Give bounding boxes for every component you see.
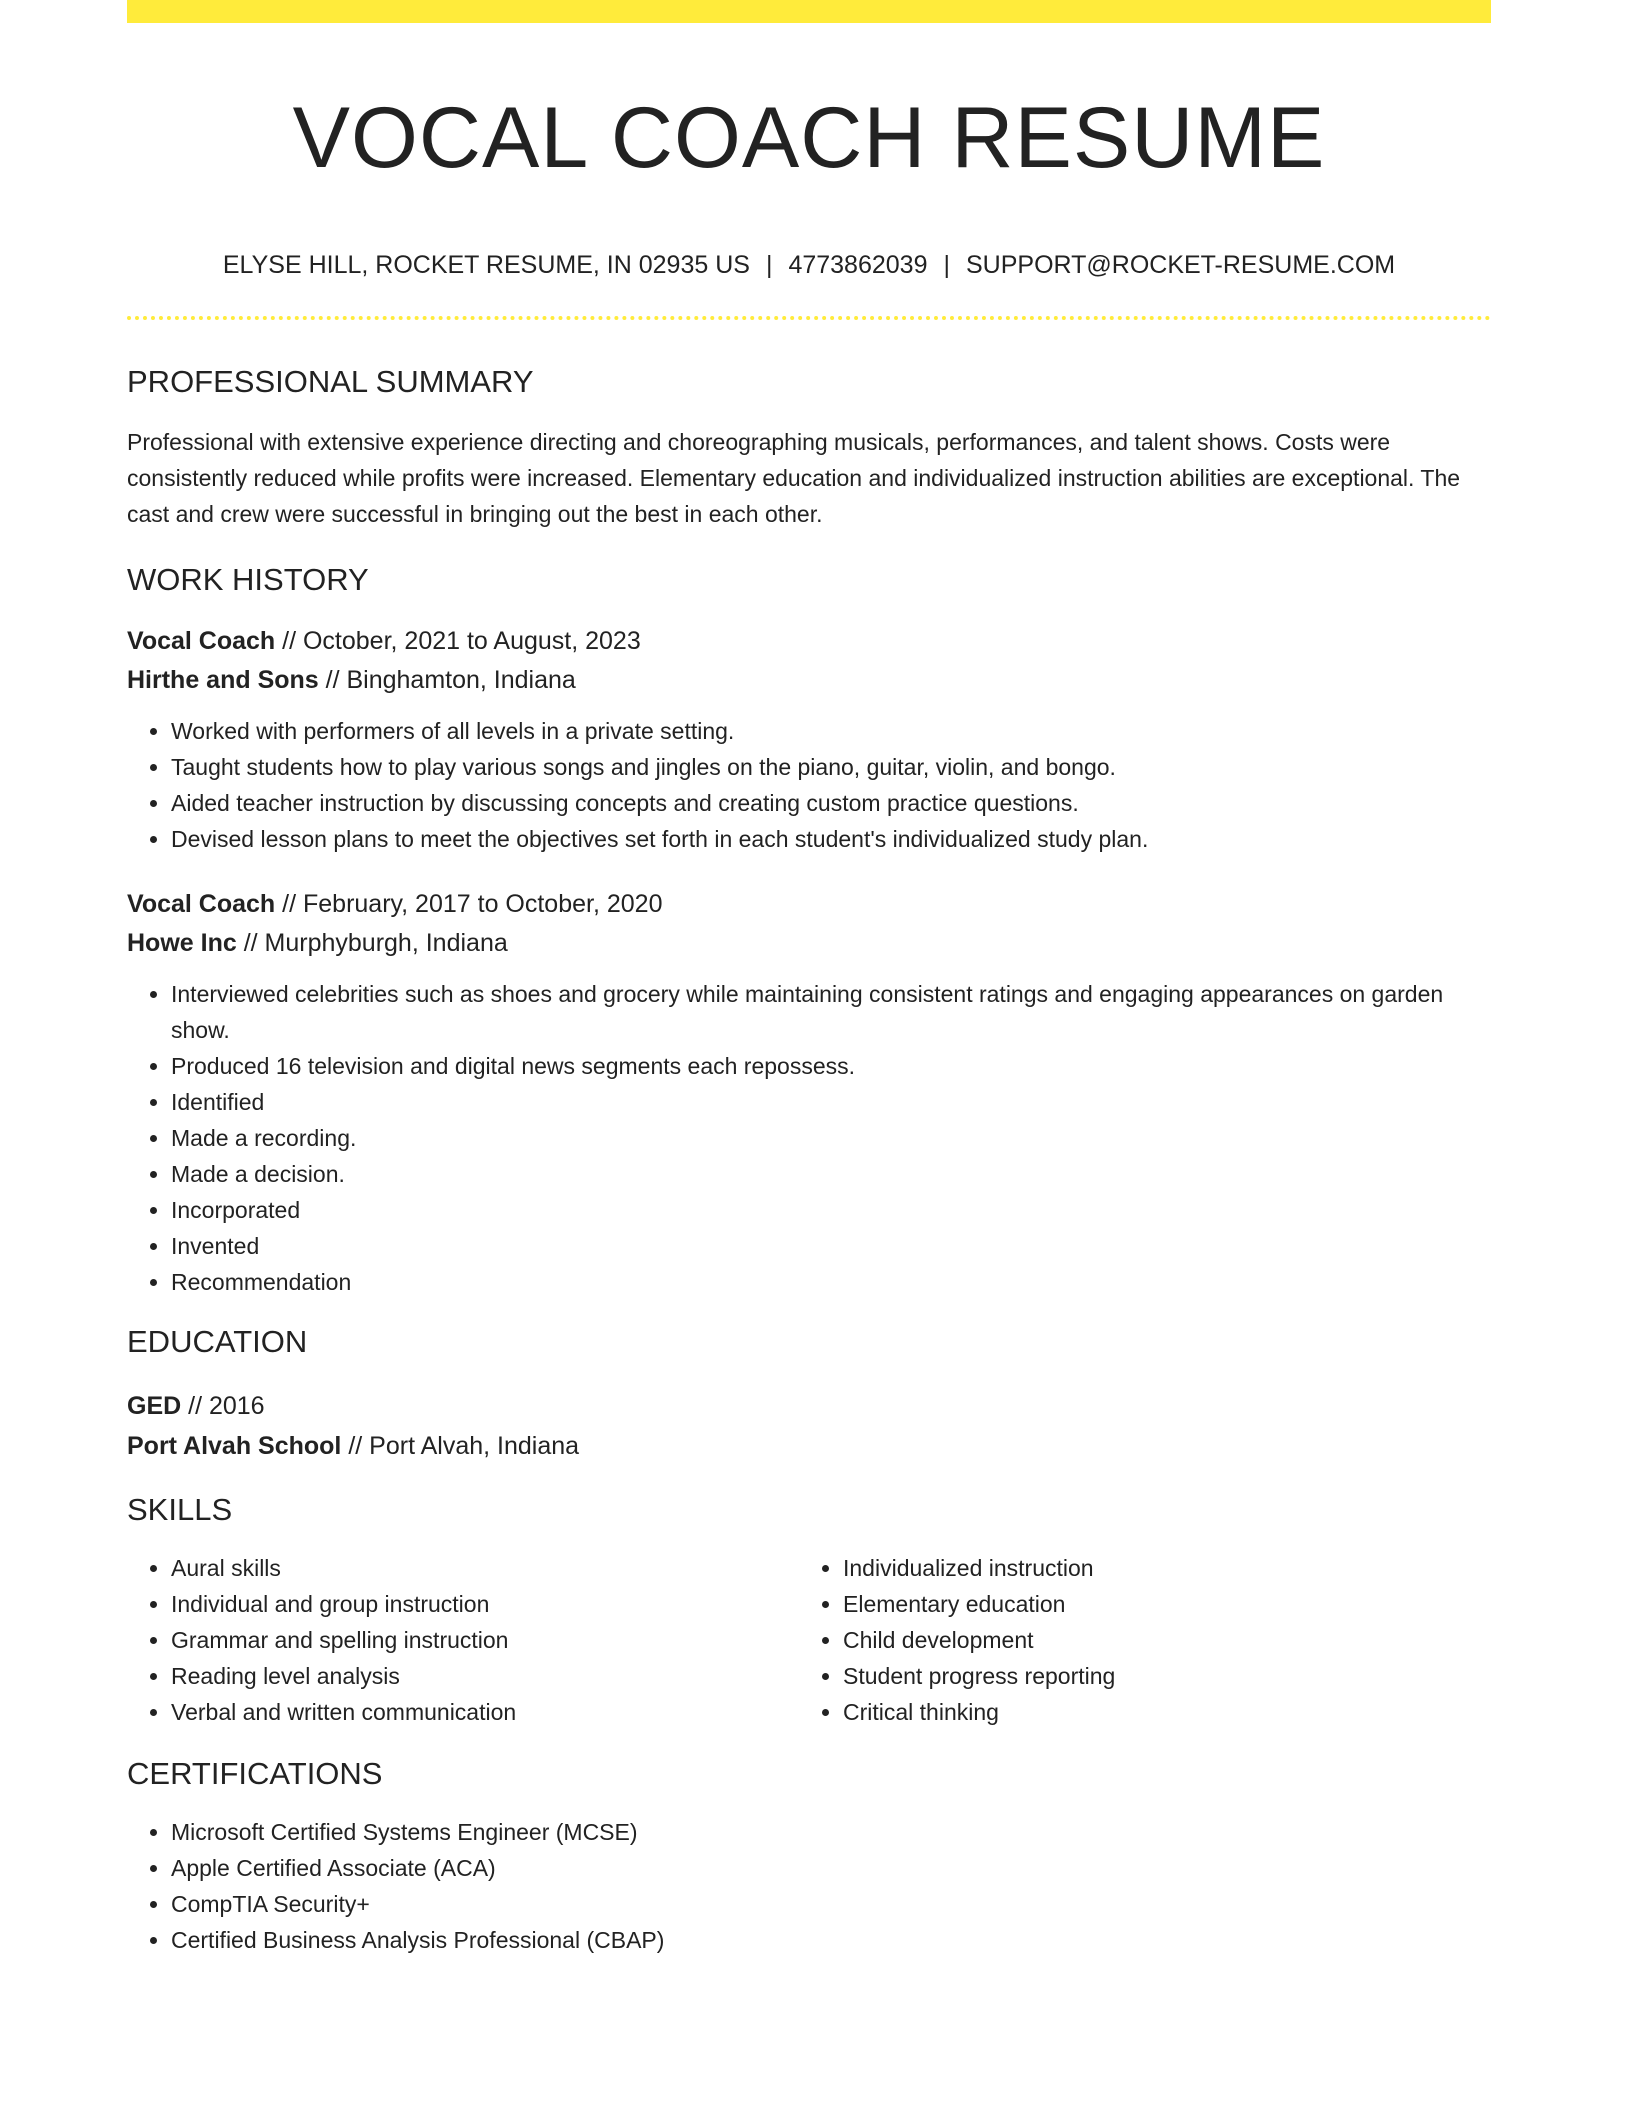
skills-column-right bbox=[799, 1550, 1471, 1730]
skills-column-left bbox=[127, 1550, 799, 1730]
job-company: Hirthe and Sons bbox=[127, 666, 319, 694]
list-item: • Devised lesson plans to meet the objectives set forth in each student's individualized study plan. bbox=[171, 821, 1491, 857]
list-item: • Microsoft Certified Systems Engineer (MCSE) bbox=[171, 1814, 1491, 1850]
education-location: // Port Alvah, Indiana bbox=[341, 1432, 580, 1460]
list-item: • Produced 16 television and digital news segments each repossess. bbox=[171, 1048, 1491, 1084]
list-item: • Interviewed celebrities such as shoes and grocery while maintaining consistent ratings and engaging appearances on garden show. bbox=[171, 976, 1491, 1048]
contact-phone: 4773862039 bbox=[788, 251, 928, 279]
list-item: • Made a decision. bbox=[171, 1156, 1491, 1192]
job-company-line bbox=[127, 661, 1491, 699]
education-degree: GED bbox=[127, 1392, 182, 1420]
job-dates: // October, 2021 to August, 2023 bbox=[275, 627, 641, 655]
job-location: // Binghamton, Indiana bbox=[318, 666, 576, 694]
accent-top-bar bbox=[127, 0, 1491, 23]
list-item: • Individualized instruction bbox=[843, 1550, 1471, 1586]
certifications-list bbox=[127, 1814, 1491, 1958]
resume-content bbox=[127, 23, 1491, 1958]
list-item: • Child development bbox=[843, 1622, 1471, 1658]
list-item: • Reading level analysis bbox=[171, 1658, 799, 1694]
job-dates: // February, 2017 to October, 2020 bbox=[275, 890, 663, 918]
list-item: • Taught students how to play various songs and jingles on the piano, guitar, violin, and bongo. bbox=[171, 749, 1491, 785]
list-item: • Apple Certified Associate (ACA) bbox=[171, 1850, 1491, 1886]
list-item: • Elementary education bbox=[843, 1586, 1471, 1622]
job-company: Howe Inc bbox=[127, 929, 237, 957]
work-history-heading: WORK HISTORY bbox=[127, 562, 369, 597]
education-degree-line bbox=[127, 1386, 1491, 1426]
contact-email: SUPPORT@ROCKET-RESUME.COM bbox=[965, 251, 1396, 279]
summary-heading: PROFESSIONAL SUMMARY bbox=[127, 364, 534, 399]
list-item: • Invented bbox=[171, 1228, 1491, 1264]
list-item: • Grammar and spelling instruction bbox=[171, 1622, 799, 1658]
job-duties-list bbox=[127, 976, 1491, 1300]
list-item: • Student progress reporting bbox=[843, 1658, 1471, 1694]
education-school: Port Alvah School bbox=[127, 1432, 342, 1460]
job-entry bbox=[127, 885, 1491, 1300]
skills-list bbox=[127, 1550, 799, 1730]
contact-separator: | bbox=[765, 251, 773, 279]
list-item: • Aided teacher instruction by discussing concepts and creating custom practice questions. bbox=[171, 785, 1491, 821]
job-title-line bbox=[127, 885, 1491, 923]
job-title-line bbox=[127, 622, 1491, 660]
job-title: Vocal Coach bbox=[127, 890, 276, 918]
contact-line bbox=[127, 249, 1491, 281]
list-item: • Made a recording. bbox=[171, 1120, 1491, 1156]
list-item: • Identified bbox=[171, 1084, 1491, 1120]
education-school-line bbox=[127, 1426, 1491, 1466]
job-entry bbox=[127, 622, 1491, 857]
list-item: • Individual and group instruction bbox=[171, 1586, 799, 1622]
skills-heading: SKILLS bbox=[127, 1492, 233, 1527]
education-heading: EDUCATION bbox=[127, 1324, 308, 1359]
list-item: • Aural skills bbox=[171, 1550, 799, 1586]
contact-address: ELYSE HILL, ROCKET RESUME, IN 02935 US bbox=[222, 251, 750, 279]
list-item: • Worked with performers of all levels in a private setting. bbox=[171, 713, 1491, 749]
job-company-line bbox=[127, 924, 1491, 962]
certifications-heading: CERTIFICATIONS bbox=[127, 1756, 383, 1791]
job-duties-list bbox=[127, 713, 1491, 857]
contact-separator: | bbox=[943, 251, 950, 279]
list-item: • Recommendation bbox=[171, 1264, 1491, 1300]
education-year: // 2016 bbox=[181, 1392, 265, 1420]
page-title: VOCAL COACH RESUME bbox=[292, 90, 1326, 186]
list-item: • CompTIA Security+ bbox=[171, 1886, 1491, 1922]
list-item: • Verbal and written communication bbox=[171, 1694, 799, 1730]
summary-text: Professional with extensive experience directing and choreographing musicals, performances, and talent shows. Costs were consistently reduced while profits were increased. Elementary education and individualized instruction abilities are exceptional. The cast and crew were successful in bringing out the best in each other. bbox=[127, 429, 1461, 527]
list-item: • Critical thinking bbox=[843, 1694, 1471, 1730]
list-item: • Incorporated bbox=[171, 1192, 1491, 1228]
header-divider bbox=[127, 316, 1491, 320]
skills-grid bbox=[127, 1550, 1491, 1730]
skills-list bbox=[799, 1550, 1471, 1730]
list-item: • Certified Business Analysis Professional (CBAP) bbox=[171, 1922, 1491, 1958]
job-location: // Murphyburgh, Indiana bbox=[236, 929, 508, 957]
job-title: Vocal Coach bbox=[127, 627, 276, 655]
